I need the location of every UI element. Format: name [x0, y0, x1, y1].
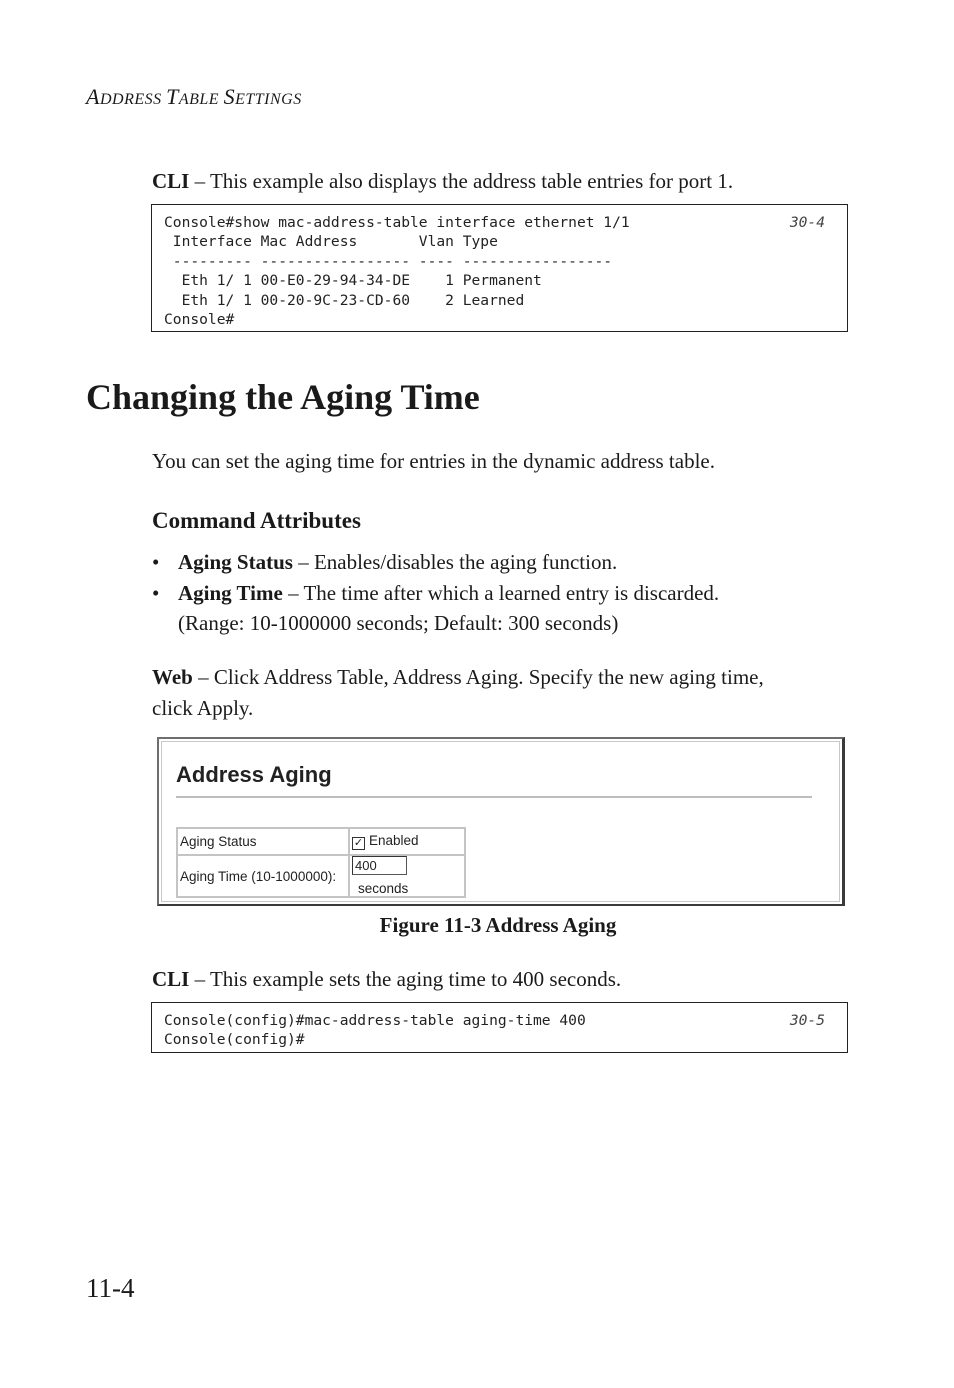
aging-status-cell	[349, 828, 465, 855]
aging-settings-table	[176, 827, 466, 898]
section-title: Changing the Aging Time	[86, 377, 480, 417]
aging-status-checkbox[interactable]: ✓	[353, 837, 364, 849]
title-divider	[176, 796, 812, 798]
code-text: Console#show mac-address-table interface ethernet 1/1 Interface Mac Address Vlan Type --------- ----------------- ---- ----------------- Eth 1/ 1 00-E0-29-94-34-DE 1 Permanent Eth 1/ 1 00-20-9C-23-CD-60 2 Learned Console#	[164, 214, 630, 329]
running-header: ADDRESS TABLE SETTINGS	[86, 84, 302, 109]
code-block-2	[151, 1002, 848, 1053]
cli-intro-2: CLI – This example sets the aging time to 400 seconds.	[152, 967, 622, 991]
figure-caption: Figure 11-3 Address Aging	[379, 913, 617, 937]
command-reference: 30-4	[789, 214, 825, 231]
code-block-1	[151, 204, 848, 332]
bullet-dot: •	[152, 550, 160, 574]
attributes-heading: Command Attributes	[152, 508, 361, 533]
cli-intro-1: CLI – This example also displays the address table entries for port 1.	[152, 169, 734, 193]
seconds-unit: seconds	[358, 881, 409, 896]
address-aging-screenshot	[157, 737, 845, 906]
enabled-label: Enabled	[369, 833, 419, 848]
table-row	[177, 855, 465, 897]
table-row	[177, 828, 465, 855]
section-intro: You can set the aging time for entries in the dynamic address table.	[152, 449, 715, 473]
web-instructions: Web – Click Address Table, Address Aging. Specify the new aging time, click Apply.	[152, 665, 764, 720]
code-text: Console(config)#mac-address-table aging-time 400 Console(config)#	[164, 1012, 586, 1049]
page-number: 11-4	[86, 1273, 135, 1303]
panel-title: Address Aging	[176, 762, 332, 787]
aging-status-label: Aging Status	[177, 828, 349, 855]
aging-time-label: Aging Time (10-1000000):	[177, 855, 349, 897]
aging-time-cell	[349, 855, 465, 897]
command-reference: 30-5	[789, 1012, 825, 1029]
aging-time-input[interactable]: 400	[352, 856, 407, 875]
bullet-dot: •	[152, 581, 160, 605]
